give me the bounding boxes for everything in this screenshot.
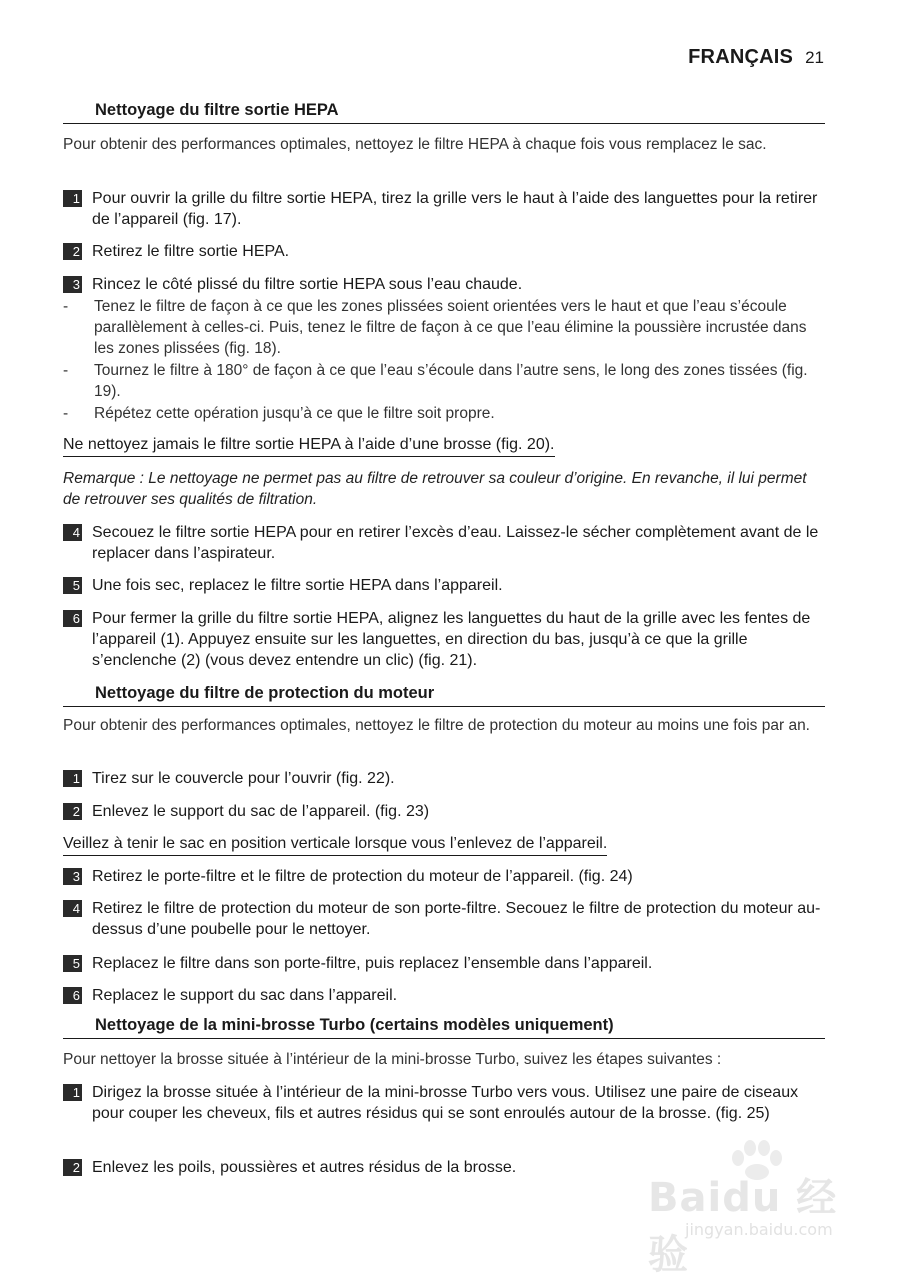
step-text: Retirez le filtre de protection du moteur de son porte-filtre. Secouez le filtre de protection du moteur au-dessus d’une poubelle pour le nettoyer. — [92, 900, 821, 938]
watermark — [640, 1140, 860, 1278]
page-header — [688, 46, 824, 69]
step-text: Une fois sec, replacez le filtre sortie HEPA dans l’appareil. — [92, 577, 503, 594]
step-text: Retirez le filtre sortie HEPA. — [92, 243, 290, 260]
step-number: 5 — [63, 955, 82, 972]
step-motor-2 — [63, 801, 825, 822]
bullet-text: Répétez cette opération jusqu’à ce que le filtre soit propre. — [94, 405, 495, 422]
warning-hepa: Ne nettoyez jamais le filtre sortie HEPA à l’aide d’une brosse (fig. 20). — [63, 434, 555, 457]
step-motor-6 — [63, 985, 825, 1006]
bullet-text: Tournez le filtre à 180° de façon à ce que l’eau s’écoule dans l’autre sens, le long des zones tissées (fig. 19). — [94, 362, 808, 400]
section-title-motor: Nettoyage du filtre de protection du moteur — [63, 683, 825, 707]
step-motor-1 — [63, 768, 825, 789]
bullet-item: - Répétez cette opération jusqu’à ce que le filtre soit propre. — [63, 403, 825, 424]
step-motor-4 — [63, 898, 825, 940]
step-text: Retirez le porte-filtre et le filtre de protection du moteur de l’appareil. (fig. 24) — [92, 868, 633, 885]
step-hepa-1 — [63, 188, 825, 230]
bullet-item: - Tournez le filtre à 180° de façon à ce que l’eau s’écoule dans l’autre sens, le long des zones tissées (fig. 19). — [63, 360, 825, 402]
page-number: 21 — [805, 48, 824, 67]
warning-motor: Veillez à tenir le sac en position verticale lorsque vous l’enlevez de l’appareil. — [63, 833, 607, 856]
bullet-text: Tenez le filtre de façon à ce que les zones plissées soient orientées vers le haut et que l’eau s’écoule parallèlement à celles-ci. Puis, tenez le filtre de façon à ce que l’eau élimine la poussière incrustée dans les zones plissées (fig. 18). — [94, 298, 807, 357]
language-label: FRANÇAIS — [688, 46, 794, 68]
step-number: 2 — [63, 243, 82, 260]
step-text: Enlevez le support du sac de l’appareil. (fig. 23) — [92, 803, 430, 820]
step-number: 1 — [63, 1084, 82, 1101]
step-number: 3 — [63, 276, 82, 293]
intro-hepa: Pour obtenir des performances optimales, nettoyez le filtre HEPA à chaque fois vous remplacez le sac. — [63, 136, 767, 153]
step-text: Replacez le support du sac dans l’appareil. — [92, 987, 398, 1004]
watermark-url: jingyan.baidu.com — [685, 1220, 833, 1239]
step-number: 5 — [63, 577, 82, 594]
step-number: 1 — [63, 190, 82, 207]
step-text: Pour fermer la grille du filtre sortie HEPA, alignez les languettes du haut de la grille avec les fentes de l’appareil (1). Appuyez ensuite sur les languettes, en direction du bas, jusqu’à ce que la grille s’enclenche (2) (vous devez entendre un clic) (fig. 21). — [92, 610, 811, 669]
step-number: 4 — [63, 524, 82, 541]
step-motor-5 — [63, 953, 825, 974]
step-hepa-3 — [63, 274, 825, 295]
step-hepa-2 — [63, 241, 825, 262]
step-text: Pour ouvrir la grille du filtre sortie HEPA, tirez la grille vers le haut à l’aide des languettes pour la retirer de l’appareil (fig. 17). — [92, 190, 818, 228]
step-hepa-6 — [63, 608, 825, 671]
step-number: 1 — [63, 770, 82, 787]
step-hepa-5 — [63, 575, 825, 596]
step-text: Secouez le filtre sortie HEPA pour en retirer l’excès d’eau. Laissez-le sécher complètement avant de le replacer dans l’aspirateur. — [92, 524, 819, 562]
step-turbo-1 — [63, 1082, 825, 1124]
intro-turbo: Pour nettoyer la brosse située à l’intérieur de la mini-brosse Turbo, suivez les étapes suivantes : — [63, 1051, 722, 1068]
step-number: 2 — [63, 1159, 82, 1176]
step-text: Replacez le filtre dans son porte-filtre, puis replacez l’ensemble dans l’appareil. — [92, 955, 653, 972]
step-number: 3 — [63, 868, 82, 885]
step-number: 6 — [63, 987, 82, 1004]
step-text: Dirigez la brosse située à l’intérieur de la mini-brosse Turbo vers vous. Utilisez une paire de ciseaux pour couper les cheveux, fils et autres résidus qui se sont enroulés autour de la brosse. (fig. 25) — [92, 1084, 799, 1122]
bullet-item: - Tenez le filtre de façon à ce que les zones plissées soient orientées vers le haut et que l’eau s’écoule parallèlement à celles-ci. Puis, tenez le filtre de façon à ce que l’eau élimine la poussière incrustée dans les zones plissées (fig. 18). — [63, 296, 825, 359]
step-number: 4 — [63, 900, 82, 917]
step-motor-3 — [63, 866, 825, 887]
watermark-logo: Baidu 经验 — [648, 1175, 838, 1278]
step-text: Rincez le côté plissé du filtre sortie HEPA sous l’eau chaude. — [92, 276, 523, 293]
section-title-turbo: Nettoyage de la mini-brosse Turbo (certains modèles uniquement) — [63, 1015, 825, 1039]
step-text: Enlevez les poils, poussières et autres résidus de la brosse. — [92, 1159, 517, 1176]
step-number: 6 — [63, 610, 82, 627]
note-hepa: Remarque : Le nettoyage ne permet pas au filtre de retrouver sa couleur d’origine. En revanche, il lui permet de retrouver ses qualités de filtration. — [63, 470, 807, 508]
intro-motor: Pour obtenir des performances optimales, nettoyez le filtre de protection du moteur au moins une fois par an. — [63, 717, 810, 734]
section-title-hepa: Nettoyage du filtre sortie HEPA — [63, 100, 825, 124]
step-text: Tirez sur le couvercle pour l’ouvrir (fig. 22). — [92, 770, 395, 787]
step-number: 2 — [63, 803, 82, 820]
step-hepa-4 — [63, 522, 825, 564]
